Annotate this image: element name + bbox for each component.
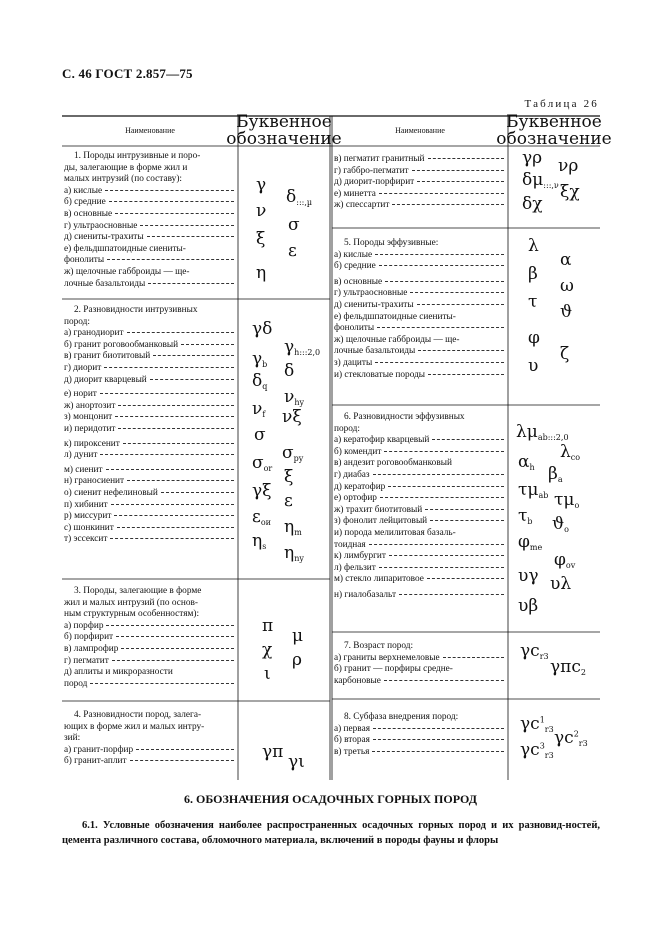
list-item: з) монцонит: [64, 412, 234, 424]
symbol: γρ: [522, 148, 543, 168]
symbol: γ: [256, 175, 267, 195]
section-title: 3. Породы, залегающие в форме жил и малых интрузий (по основ- ным структурным особенностям):: [64, 586, 202, 620]
section-title: 5. Породы эффузивные:: [344, 238, 439, 248]
list-item: б) комендит: [334, 447, 504, 459]
symbol: ηm: [284, 517, 302, 537]
symbol: ω: [560, 276, 574, 296]
list-item: в) основные: [64, 209, 234, 221]
symbol: γcr3: [520, 641, 549, 661]
header-name-left: Наименование: [125, 126, 175, 136]
symbol: τμab: [518, 480, 549, 500]
symbol: ζ: [560, 344, 570, 364]
section-6-text: [334, 412, 504, 602]
symbol: ϑo: [552, 514, 569, 534]
symbol: $\gamma c^1r3$: [520, 714, 554, 734]
symbol: υγ: [518, 566, 539, 586]
section-3: [62, 586, 330, 699]
list-item: м) стекло липаритовое: [334, 574, 504, 586]
symbol: $\gamma c^3r3$: [520, 740, 554, 760]
section-5-symbols: [508, 238, 600, 403]
list-item: б) гранит роговообманковый: [64, 340, 234, 352]
symbol: σor: [252, 453, 273, 473]
symbol: εои: [252, 507, 271, 527]
symbol: ϑ: [560, 302, 573, 322]
list-item: а) кератофир кварцевый: [334, 435, 504, 447]
list-item: е) ортофир: [334, 493, 504, 505]
symbol: υ: [528, 356, 539, 376]
section-3-text: [64, 586, 234, 690]
list-item: б) гранит — порфиры средне-: [334, 664, 453, 675]
list-item: б) средние: [334, 261, 504, 273]
symbol: γξ: [252, 481, 272, 501]
section-title: 2. Разновидности интрузивных пород:: [64, 305, 198, 327]
section-2: [62, 305, 330, 577]
section-2-symbols: [238, 305, 330, 577]
list-item: р) миссурит: [64, 511, 234, 523]
header-name-right: Наименование: [395, 126, 445, 136]
symbol: δ:::,µ: [286, 187, 313, 207]
section-5: [332, 238, 600, 403]
list-item: д) сиениты-трахиты: [64, 232, 234, 244]
list-item: е) фельдшпатоидные сиениты-: [334, 311, 456, 322]
symbol: χ: [262, 640, 273, 660]
list-item: в) пегматит гранитный: [334, 154, 504, 166]
section-4-text: [64, 710, 234, 768]
list-item: г) ультраосновные: [64, 221, 234, 233]
section-5-text: [334, 238, 504, 381]
symbol: σ: [254, 425, 266, 445]
symbol: λ: [528, 236, 539, 256]
symbol: υβ: [518, 596, 539, 616]
list-item: м) сиенит: [64, 465, 234, 477]
list-item: е) фельдшпатоидные сиениты-: [64, 243, 186, 254]
symbol: αh: [518, 452, 535, 472]
list-item: лочные базальтоиды: [334, 346, 504, 358]
symbol: ν: [256, 201, 267, 221]
section-heading: 6. ОБОЗНАЧЕНИЯ ОСАДОЧНЫХ ГОРНЫХ ПОРОД: [184, 792, 477, 806]
symbol: τμo: [554, 490, 580, 510]
symbol: ξ: [284, 467, 294, 487]
list-item: б) вторая: [334, 735, 504, 747]
symbol: π: [262, 616, 274, 636]
symbol: γι: [288, 752, 305, 772]
symbol: ηs: [252, 531, 267, 551]
symbol: ε: [288, 241, 297, 261]
section-8: [332, 712, 600, 778]
table-caption: Таблица 26: [524, 98, 599, 110]
list-item: о) сиенит нефелиновый: [64, 488, 234, 500]
section-3-symbols: [238, 586, 330, 699]
list-item: в) андезит роговообманковый: [334, 458, 452, 469]
symbol: α: [560, 250, 572, 270]
list-item: л) фельзит: [334, 563, 504, 575]
list-item: а) гранит-порфир: [64, 745, 234, 757]
symbol: ι: [264, 664, 271, 684]
list-item: в) гранит биотитовый: [64, 351, 234, 363]
list-item: г) габбро-пегматит: [334, 166, 504, 178]
list-item: к) пироксенит: [64, 439, 234, 451]
section-1: [62, 151, 330, 297]
symbol: φ: [528, 328, 540, 348]
list-item: т) эссексит: [64, 534, 234, 546]
section-8-symbols: [508, 712, 600, 778]
section-7-text: [334, 641, 504, 687]
section-title: 8. Субфаза внедрения пород:: [344, 712, 459, 722]
list-item: н) гиалобазальт: [334, 590, 504, 602]
symbol: δq: [252, 371, 268, 391]
symbol: η: [256, 263, 267, 283]
list-item: а) гранодиорит: [64, 328, 234, 340]
symbol: δμ:::,ν: [522, 170, 559, 190]
symbol: ξ: [256, 229, 266, 249]
section-2-text: [64, 305, 234, 546]
list-item: и) перидотит: [64, 424, 234, 436]
section-6-symbols: [508, 412, 600, 630]
symbol: νξ: [282, 407, 302, 427]
section-3-continued-text: [334, 154, 504, 212]
table-26: [62, 112, 612, 780]
symbol: ε: [284, 491, 293, 511]
symbol: β: [528, 264, 538, 284]
symbol: τb: [518, 506, 533, 526]
list-item: д) сиениты-трахиты: [334, 300, 504, 312]
list-item: д) диорит кварцевый: [64, 375, 234, 387]
list-item: фонолиты: [64, 255, 234, 267]
symbol: γh:::2,0: [284, 337, 321, 357]
list-item: а) граниты верхнемеловые: [334, 653, 504, 665]
symbol: δ: [284, 361, 295, 381]
left-column-group: [62, 112, 342, 780]
section-7: [332, 641, 600, 697]
list-item: г) диабаз: [334, 470, 504, 482]
list-item: фонолиты: [334, 323, 504, 335]
symbol: λμab:::2,0: [516, 422, 569, 442]
list-item: с) шонкинит: [64, 523, 234, 535]
list-item: лочные базальтоиды: [64, 279, 234, 291]
list-item: б) средние: [64, 197, 234, 209]
section-3-continued-symbols: [508, 148, 600, 226]
list-item: к) лимбургит: [334, 551, 504, 563]
list-item: ж) щелочные габброиды — ще-: [334, 334, 460, 345]
symbol: ρ: [292, 650, 302, 670]
section-4: [62, 710, 330, 780]
list-item: г) пегматит: [64, 656, 234, 668]
list-item: в) основные: [334, 277, 504, 289]
symbol: $\gamma c^2r3$: [554, 728, 588, 748]
list-item: г) ультраосновные: [334, 288, 504, 300]
list-item: л) дунит: [64, 450, 234, 462]
symbol: γb: [252, 349, 268, 369]
symbol: υλ: [550, 574, 572, 594]
symbol: φme: [518, 532, 543, 552]
symbol: δχ: [522, 194, 543, 214]
list-item: и) стекловатые породы: [334, 370, 504, 382]
section-title: 6. Разновидности эффузивных пород:: [334, 412, 465, 434]
list-item: в) третья: [334, 747, 504, 759]
symbol: τ: [528, 292, 538, 312]
section-paragraph: 6.1. Условные обозначения наиболее распространенных осадочных горных пород и их разновид-ностей, цемента различного состава, обломочного материала, включений в породы фауны и флоры: [62, 820, 600, 846]
list-item: з) дациты: [334, 358, 504, 370]
list-item: тоидная: [334, 540, 504, 552]
list-item: д) аплиты и микроразности: [64, 667, 173, 678]
section-4-symbols: [238, 710, 330, 780]
symbol: νhy: [284, 387, 305, 407]
symbol: γπc2: [550, 657, 586, 677]
section-title: 7. Возраст пород:: [344, 641, 414, 651]
section-title: 4. Разновидности пород, залега- ющих в форме жил и малых интру- зий:: [64, 710, 205, 744]
list-item: ж) щелочные габброиды — ще-: [64, 266, 190, 277]
section-7-symbols: [508, 641, 600, 697]
list-item: е) норит: [64, 389, 234, 401]
list-item: карбоновые: [334, 676, 504, 688]
section-1-text: [64, 151, 234, 290]
list-item: пород: [64, 679, 234, 691]
symbol: νρ: [558, 156, 579, 176]
section-3-continued: [332, 148, 600, 226]
list-item: и) порода мелилитовая базаль-: [334, 527, 456, 538]
list-item: в) лампрофир: [64, 644, 234, 656]
section-title: 1. Породы интрузивные и поро- ды, залегающие в форме жил и малых интрузий (по составу):: [64, 151, 201, 185]
symbol: ξχ: [560, 182, 580, 202]
list-item: ж) спессартит: [334, 200, 504, 212]
list-item: г) диорит: [64, 363, 234, 375]
symbol: γδ: [252, 319, 273, 339]
symbol: λco: [560, 442, 581, 462]
list-item: з) фонолит лейцитовый: [334, 516, 504, 528]
section-1-symbols: [238, 151, 330, 297]
symbol: μ: [292, 626, 304, 646]
header-symbol-right: Буквенное обозначение: [496, 112, 612, 149]
list-item: н) граносиенит: [64, 476, 234, 488]
list-item: п) хибинит: [64, 500, 234, 512]
list-item: д) кератофир: [334, 482, 504, 494]
symbol: νf: [252, 399, 266, 419]
list-item: е) минетта: [334, 189, 504, 201]
list-item: б) порфирит: [64, 632, 234, 644]
header-symbol-left: Буквенное обозначение: [226, 112, 342, 149]
list-item: б) гранит-аплит: [64, 756, 234, 768]
list-item: а) порфир: [64, 621, 234, 633]
list-item: а) кислые: [334, 250, 504, 262]
symbol: σpy: [282, 443, 304, 463]
page-header: С. 46 ГОСТ 2.857—75: [62, 66, 193, 81]
section-6: [332, 412, 600, 630]
symbol: βa: [548, 464, 563, 484]
list-item: а) первая: [334, 724, 504, 736]
list-item: ж) анортозит: [64, 401, 234, 413]
symbol: γπ: [262, 742, 284, 762]
list-item: д) диорит-порфирит: [334, 177, 504, 189]
symbol: σ: [288, 215, 300, 235]
section-8-text: [334, 712, 504, 758]
symbol: φov: [554, 550, 576, 570]
symbol: ηny: [284, 543, 304, 563]
right-column-group: [332, 112, 612, 780]
list-item: ж) трахит биотитовый: [334, 505, 504, 517]
list-item: а) кислые: [64, 186, 234, 198]
